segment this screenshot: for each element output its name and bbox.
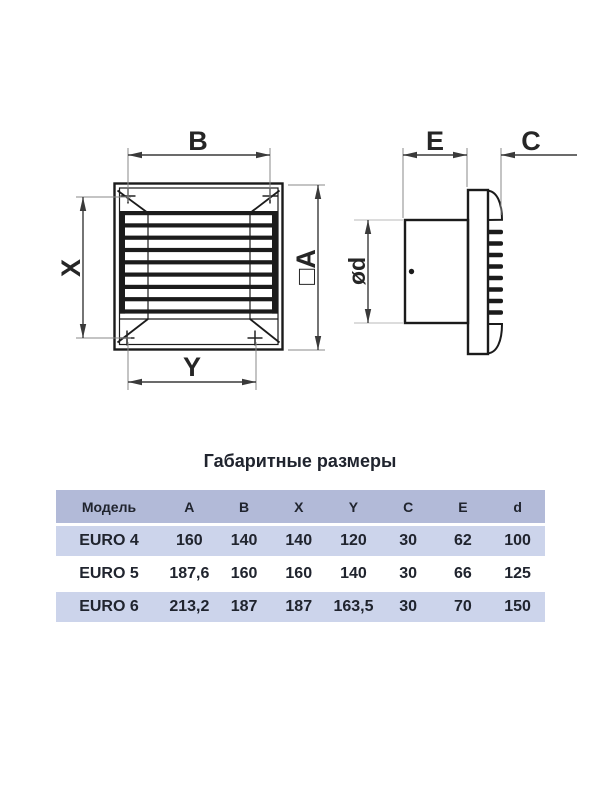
table-row-euro5 [56, 559, 545, 589]
table-cell: 140 [271, 526, 326, 556]
dim-label-c: C [521, 126, 541, 156]
table-cell: 160 [162, 526, 217, 556]
table-cell: 187 [271, 592, 326, 622]
louver-fins-side [488, 230, 504, 315]
table-row-euro6 [56, 592, 545, 622]
model-name: EURO 4 [56, 526, 162, 556]
dimension-diameter [344, 220, 403, 323]
table-cell: 120 [326, 526, 381, 556]
mounting-plate [468, 190, 488, 354]
dim-label-y: Y [182, 352, 202, 382]
cover-bottom-curve [488, 324, 502, 353]
duct-pin [409, 269, 414, 274]
table-cell: 187 [217, 592, 272, 622]
table-cell: 213,2 [162, 592, 217, 622]
table-cell: 30 [381, 592, 436, 622]
dim-label-b: B [188, 126, 208, 156]
table-cell: 70 [436, 592, 491, 622]
section-title: Габаритные размеры [203, 451, 397, 471]
table-cell: 150 [490, 592, 545, 622]
dimension-B [128, 126, 270, 202]
dimension-E [403, 126, 467, 218]
dimensions-table [56, 487, 545, 625]
table-cell: 140 [326, 559, 381, 589]
column-header-a: A [162, 490, 217, 523]
dim-label-diameter: ød [344, 256, 370, 286]
table-row-euro4 [56, 526, 545, 556]
column-header-d: d [490, 490, 545, 523]
dimension-A [288, 185, 325, 350]
model-name: EURO 5 [56, 559, 162, 589]
table-cell: 100 [490, 526, 545, 556]
model-name: EURO 6 [56, 592, 162, 622]
table-cell: 187,6 [162, 559, 217, 589]
table-cell: 160 [217, 559, 272, 589]
table-cell: 62 [436, 526, 491, 556]
dim-label-x: X [56, 258, 86, 278]
table-cell: 66 [436, 559, 491, 589]
table-cell: 160 [271, 559, 326, 589]
table-cell: 30 [381, 526, 436, 556]
column-header-b: B [217, 490, 272, 523]
duct-body [405, 220, 468, 323]
table-cell: 140 [217, 526, 272, 556]
column-header-model: Модель [56, 490, 162, 523]
column-header-y: Y [326, 490, 381, 523]
side-view-diagram [344, 126, 577, 354]
table-cell: 30 [381, 559, 436, 589]
dimensions-table-wrap [56, 490, 545, 625]
table-cell: 125 [490, 559, 545, 589]
column-header-c: C [381, 490, 436, 523]
table-cell: 163,5 [326, 592, 381, 622]
front-view-diagram [56, 126, 325, 390]
column-header-x: X [271, 490, 326, 523]
cover-top-curve [488, 191, 502, 220]
column-header-e: E [436, 490, 491, 523]
dim-label-e: E [425, 126, 445, 156]
table-header-row [56, 490, 545, 523]
louver-grille [120, 211, 278, 319]
dimension-C [501, 126, 577, 215]
dim-label-square-a: □A [291, 249, 321, 285]
